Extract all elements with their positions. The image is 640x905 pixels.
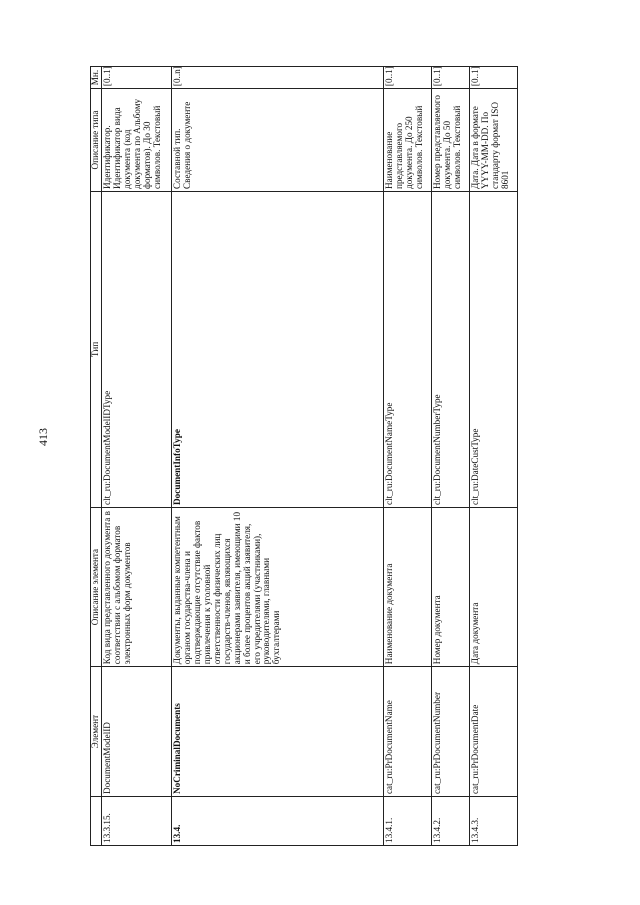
row-type-desc: Дата. Дата в формате YYYY-MM-DD. По стандарту формат ISO 8601 — [470, 89, 518, 192]
row-element: cat_ru:PrDocumentName — [384, 667, 432, 797]
row-num: 13.4.2. — [432, 797, 470, 846]
row-element: cat_ru:PrDocumentNumber — [432, 667, 470, 797]
header-element-desc: Описание элемента — [91, 507, 102, 666]
page-number: 413 — [36, 428, 50, 446]
row-element-desc: Код вида представленного документа в соответствии с альбомом форматов электронных форм документов — [102, 507, 172, 666]
row-num: 13.4.3. — [470, 797, 518, 846]
header-element: Элемент — [91, 667, 102, 797]
header-type-desc: Описание типа — [91, 89, 102, 192]
row-mult: [0..n] — [172, 67, 384, 89]
row-type-desc: Составной тип. Сведения о документе — [172, 89, 384, 192]
row-type-desc: Наименование представляемого документа. До 250 символов. Текстовый — [384, 89, 432, 192]
row-type: DocumentInfoType — [172, 191, 384, 507]
row-mult: [0..1] — [470, 67, 518, 89]
row-mult: [0..1] — [432, 67, 470, 89]
row-element-desc: Дата документа — [470, 507, 518, 666]
header-num — [91, 797, 102, 846]
row-num: 13.4. — [172, 797, 384, 846]
row-type: clt_ru:DateCustType — [470, 191, 518, 507]
header-mult: Мн. — [91, 67, 102, 89]
row-type-desc: Идентификатор. Идентификатор вида документа (код документа по Альбому форматов). До 30 символов. Текстовый — [102, 89, 172, 192]
row-type-desc: Номер представляемого документа. До 50 символов. Текстовый — [432, 89, 470, 192]
row-num: 13.4.1. — [384, 797, 432, 846]
table-row — [102, 67, 172, 846]
row-num: 13.3.15. — [102, 797, 172, 846]
row-element: DocumentModelID — [102, 667, 172, 797]
table-row — [384, 67, 432, 846]
row-element: cat_ru:PrDocumentDate — [470, 667, 518, 797]
element-table — [90, 66, 518, 846]
row-mult: [0..1] — [102, 67, 172, 89]
row-element: NoCriminalDocuments — [172, 667, 384, 797]
header-type: Тип — [91, 191, 102, 507]
rotated-table-container — [90, 66, 522, 846]
row-type: clt_ru:DocumentModelIDType — [102, 191, 172, 507]
table-row — [172, 67, 384, 846]
row-element-desc: Документы, выданные компетентным органом государства-члена и подтверждающие отсутствие фактов привлечения к уголовной ответственности физических лиц государств-членов, являющихся акционерами заявителя, имеющими 10 и более процентов акций заявителя, его учредителями (участниками), руководителями, главными бухгалтерами — [172, 507, 384, 666]
row-mult: [0..1] — [384, 67, 432, 89]
row-element-desc: Номер документа — [432, 507, 470, 666]
table-row — [432, 67, 470, 846]
row-element-desc: Наименование документа — [384, 507, 432, 666]
row-type: clt_ru:DocumentNameType — [384, 191, 432, 507]
table-header-row — [91, 67, 102, 846]
table-row — [470, 67, 518, 846]
row-type: clt_ru:DocumentNumberType — [432, 191, 470, 507]
